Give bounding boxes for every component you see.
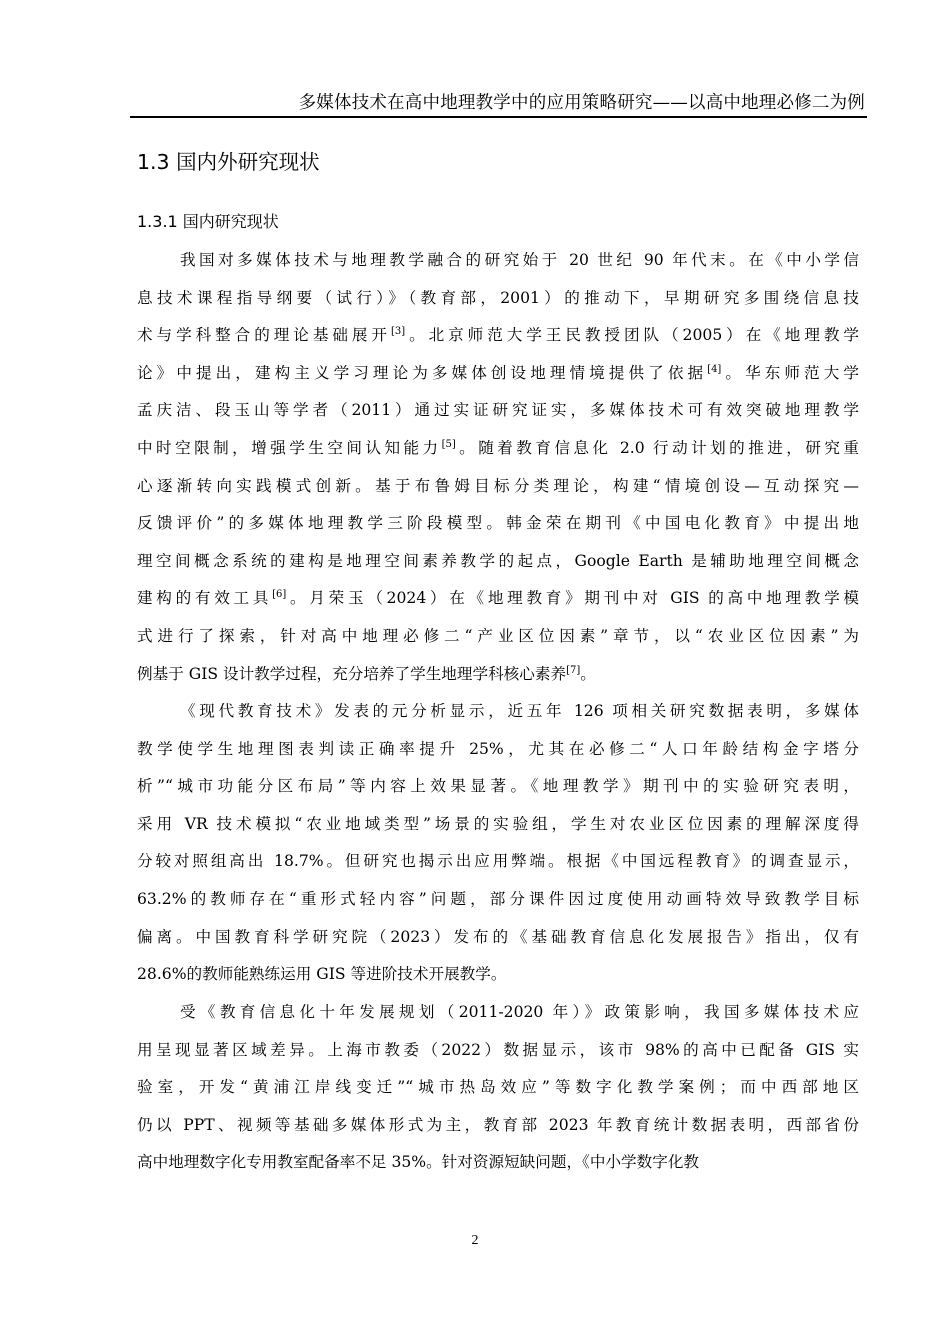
paragraph-3 [137, 994, 859, 1182]
page-number: 2 [471, 1233, 479, 1248]
paragraph-line: 式进行了探索，针对高中地理必修二“产业区位因素”章节，以“农业区位因素”为 [137, 626, 859, 645]
paragraph-line: 我国对多媒体技术与地理教学融合的研究始于 20 世纪 90 年代末。在《中小学信 [180, 251, 859, 269]
subsection-heading: 1.3.1 国内研究现状 [137, 212, 279, 231]
paragraph-line: 采用 VR 技术模拟“农业地域类型”场景的实验组，学生对农业区位因素的理解深度得 [137, 814, 859, 833]
paragraph-line: 高中地理数字化专用教室配备率不足 35%。针对资源短缺问题，《中小学数字化教 [137, 1153, 700, 1172]
paragraph-2 [137, 693, 859, 994]
paragraph-line: 中时空限制，增强学生空间认知能力[5]。随着教育信息化 2.0 行动计划的推进，研究重 [137, 438, 859, 457]
paragraph-line: 验室，开发“黄浦江岸线变迁”“城市热岛效应”等数字化教学案例；而中西部地区 [137, 1078, 859, 1097]
paragraph-line: 理空间概念系统的建构是地理空间素养教学的起点，Google Earth 是辅助地理空间概念 [137, 551, 859, 570]
paragraph-line: 例基于 GIS 设计教学过程，充分培养了学生地理学科核心素养[7]。 [137, 664, 596, 683]
paragraph-line: 论》中提出，建构主义学习理论为多媒体创设地理情境提供了依据[4]。华东师范大学 [137, 363, 859, 382]
header-rule [130, 116, 867, 118]
paragraph-1 [137, 242, 859, 693]
paragraph-line: 息技术课程指导纲要（试行）》（教育部，2001）的推动下，早期研究多围绕信息技 [137, 288, 859, 307]
citation-marker: [3] [390, 326, 406, 338]
paragraph-line: 建构的有效工具[6]。月荣玉（2024）在《地理教育》期刊中对 GIS 的高中地理教学模 [137, 589, 859, 608]
paragraph-line: 仍以 PPT、视频等基础多媒体形式为主，教育部 2023 年教育统计数据表明，西部省份 [137, 1115, 859, 1134]
citation-marker: [4] [707, 363, 722, 375]
paragraph-line: 用呈现显著区域差异。上海市教委（2022）数据显示，该市 98%的高中已配备 GIS 实 [137, 1040, 859, 1059]
paragraph-line: 心逐渐转向实践模式创新。基于布鲁姆目标分类理论，构建“情境创设—互动探究— [137, 476, 859, 495]
citation-marker: [6] [272, 589, 287, 601]
paragraph-line: 孟庆洁、段玉山等学者（2011）通过实证研究证实，多媒体技术可有效突破地理教学 [137, 401, 859, 420]
paragraph-line: 63.2%的教师存在“重形式轻内容”问题，部分课件因过度使用动画特效导致教学目标 [137, 889, 859, 908]
paragraph-line: 28.6%的教师能熟练运用 GIS 等进阶技术开展教学。 [137, 965, 507, 984]
paragraph-line: 反馈评价”的多媒体地理教学三阶段模型。韩金荣在期刊《中国电化教育》中提出地 [137, 514, 859, 533]
paragraph-line: 《现代教育技术》发表的元分析显示，近五年 126 项相关研究数据表明，多媒体 [180, 702, 859, 720]
paragraph-line: 教学使学生地理图表判读正确率提升 25%，尤其在必修二“人口年龄结构金字塔分 [137, 739, 859, 758]
paragraph-line: 分较对照组高出 18.7%。但研究也揭示出应用弊端。根据《中国远程教育》的调查显示， [137, 852, 859, 871]
paragraph-line: 偏离。中国教育科学研究院（2023）发布的《基础教育信息化发展报告》指出，仅有 [137, 927, 859, 946]
paragraph-line: 术与学科整合的理论基础展开[3]。北京师范大学王民教授团队（2005）在《地理教学 [137, 326, 859, 345]
citation-marker: [5] [441, 438, 456, 450]
section-heading: 1.3 国内外研究现状 [137, 150, 320, 174]
paragraph-line: 析”“城市功能分区布局”等内容上效果显著。《地理教学》期刊中的实验研究表明， [137, 777, 859, 796]
running-header: 多媒体技术在高中地理教学中的应用策略研究——以高中地理必修二为例 [298, 93, 865, 113]
paragraph-line: 受《教育信息化十年发展规划（2011-2020 年）》政策影响，我国多媒体技术应 [180, 1003, 859, 1021]
citation-marker: [7] [566, 664, 581, 676]
